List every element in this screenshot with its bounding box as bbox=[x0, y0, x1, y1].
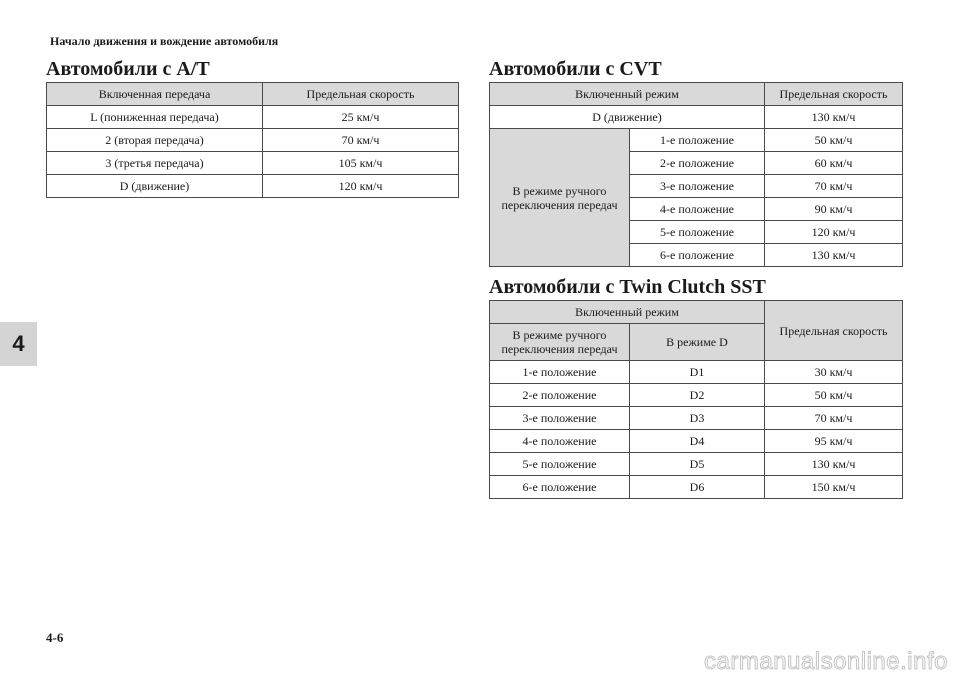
position-cell: 3-е положение bbox=[490, 407, 630, 430]
table-header-row bbox=[490, 301, 903, 324]
speed-cell: 90 км/ч bbox=[765, 198, 903, 221]
gear-cell: 2 (вторая передача) bbox=[47, 129, 263, 152]
gear-cell: D (движение) bbox=[47, 175, 263, 198]
sst-speed-table bbox=[489, 300, 903, 499]
table-row bbox=[490, 453, 903, 476]
position-cell: 2-е положение bbox=[630, 152, 765, 175]
column-header-mode: Включенный режим bbox=[490, 83, 765, 106]
gear-cell: L (пониженная передача) bbox=[47, 106, 263, 129]
position-cell: 4-е положение bbox=[630, 198, 765, 221]
speed-cell: 50 км/ч bbox=[765, 384, 903, 407]
table-header-row bbox=[47, 83, 459, 106]
speed-cell: 25 км/ч bbox=[263, 106, 459, 129]
speed-cell: 50 км/ч bbox=[765, 129, 903, 152]
table-row bbox=[490, 430, 903, 453]
speed-cell: 105 км/ч bbox=[263, 152, 459, 175]
position-cell: 6-е положение bbox=[630, 244, 765, 267]
speed-cell: 60 км/ч bbox=[765, 152, 903, 175]
speed-cell: 70 км/ч bbox=[765, 407, 903, 430]
sst-section-title: Автомобили с Twin Clutch SST bbox=[489, 276, 766, 298]
d-gear-cell: D6 bbox=[630, 476, 765, 499]
cvt-section-title: Автомобили с CVT bbox=[489, 58, 662, 80]
column-header-gear: Включенная передача bbox=[47, 83, 263, 106]
speed-cell: 95 км/ч bbox=[765, 430, 903, 453]
speed-cell: 70 км/ч bbox=[263, 129, 459, 152]
position-cell: 5-е положение bbox=[630, 221, 765, 244]
d-gear-cell: D4 bbox=[630, 430, 765, 453]
speed-cell: 30 км/ч bbox=[765, 361, 903, 384]
watermark: carmanualsonline.info bbox=[704, 648, 948, 675]
position-cell: 6-е положение bbox=[490, 476, 630, 499]
table-row bbox=[47, 106, 459, 129]
speed-cell: 150 км/ч bbox=[765, 476, 903, 499]
table-row bbox=[47, 175, 459, 198]
at-speed-table bbox=[46, 82, 459, 198]
d-gear-cell: D5 bbox=[630, 453, 765, 476]
manual-mode-label: В режиме ручного переключения передач bbox=[490, 129, 630, 267]
table-row bbox=[490, 407, 903, 430]
table-row bbox=[490, 384, 903, 407]
position-cell: 3-е положение bbox=[630, 175, 765, 198]
table-row bbox=[490, 106, 903, 129]
table-row bbox=[490, 361, 903, 384]
speed-cell: 130 км/ч bbox=[765, 453, 903, 476]
speed-cell: 70 км/ч bbox=[765, 175, 903, 198]
mode-cell: D (движение) bbox=[490, 106, 765, 129]
cvt-speed-table bbox=[489, 82, 903, 267]
position-cell: 1-е положение bbox=[630, 129, 765, 152]
chapter-number: 4 bbox=[12, 331, 25, 356]
position-cell: 1-е положение bbox=[490, 361, 630, 384]
speed-cell: 120 км/ч bbox=[263, 175, 459, 198]
at-section-title: Автомобили с A/T bbox=[46, 58, 210, 80]
column-header-mode: Включенный режим bbox=[490, 301, 765, 324]
column-header-speed-limit: Предельная скорость bbox=[765, 83, 903, 106]
column-header-speed-limit: Предельная скорость bbox=[765, 301, 903, 361]
running-head: Начало движения и вождение автомобиля bbox=[50, 34, 279, 48]
d-gear-cell: D1 bbox=[630, 361, 765, 384]
speed-cell: 130 км/ч bbox=[765, 106, 903, 129]
position-cell: 5-е положение bbox=[490, 453, 630, 476]
chapter-tab bbox=[0, 322, 37, 366]
speed-cell: 120 км/ч bbox=[765, 221, 903, 244]
position-cell: 2-е положение bbox=[490, 384, 630, 407]
column-header-speed-limit: Предельная скорость bbox=[263, 83, 459, 106]
table-row bbox=[490, 476, 903, 499]
position-cell: 4-е положение bbox=[490, 430, 630, 453]
table-row bbox=[490, 129, 903, 152]
table-row bbox=[47, 152, 459, 175]
table-header-row bbox=[490, 83, 903, 106]
speed-cell: 130 км/ч bbox=[765, 244, 903, 267]
gear-cell: 3 (третья передача) bbox=[47, 152, 263, 175]
d-gear-cell: D3 bbox=[630, 407, 765, 430]
page-number: 4-6 bbox=[46, 630, 64, 645]
column-header-manual-mode: В режиме ручного переключения передач bbox=[490, 324, 630, 361]
column-header-d-mode: В режиме D bbox=[630, 324, 765, 361]
table-row bbox=[47, 129, 459, 152]
d-gear-cell: D2 bbox=[630, 384, 765, 407]
